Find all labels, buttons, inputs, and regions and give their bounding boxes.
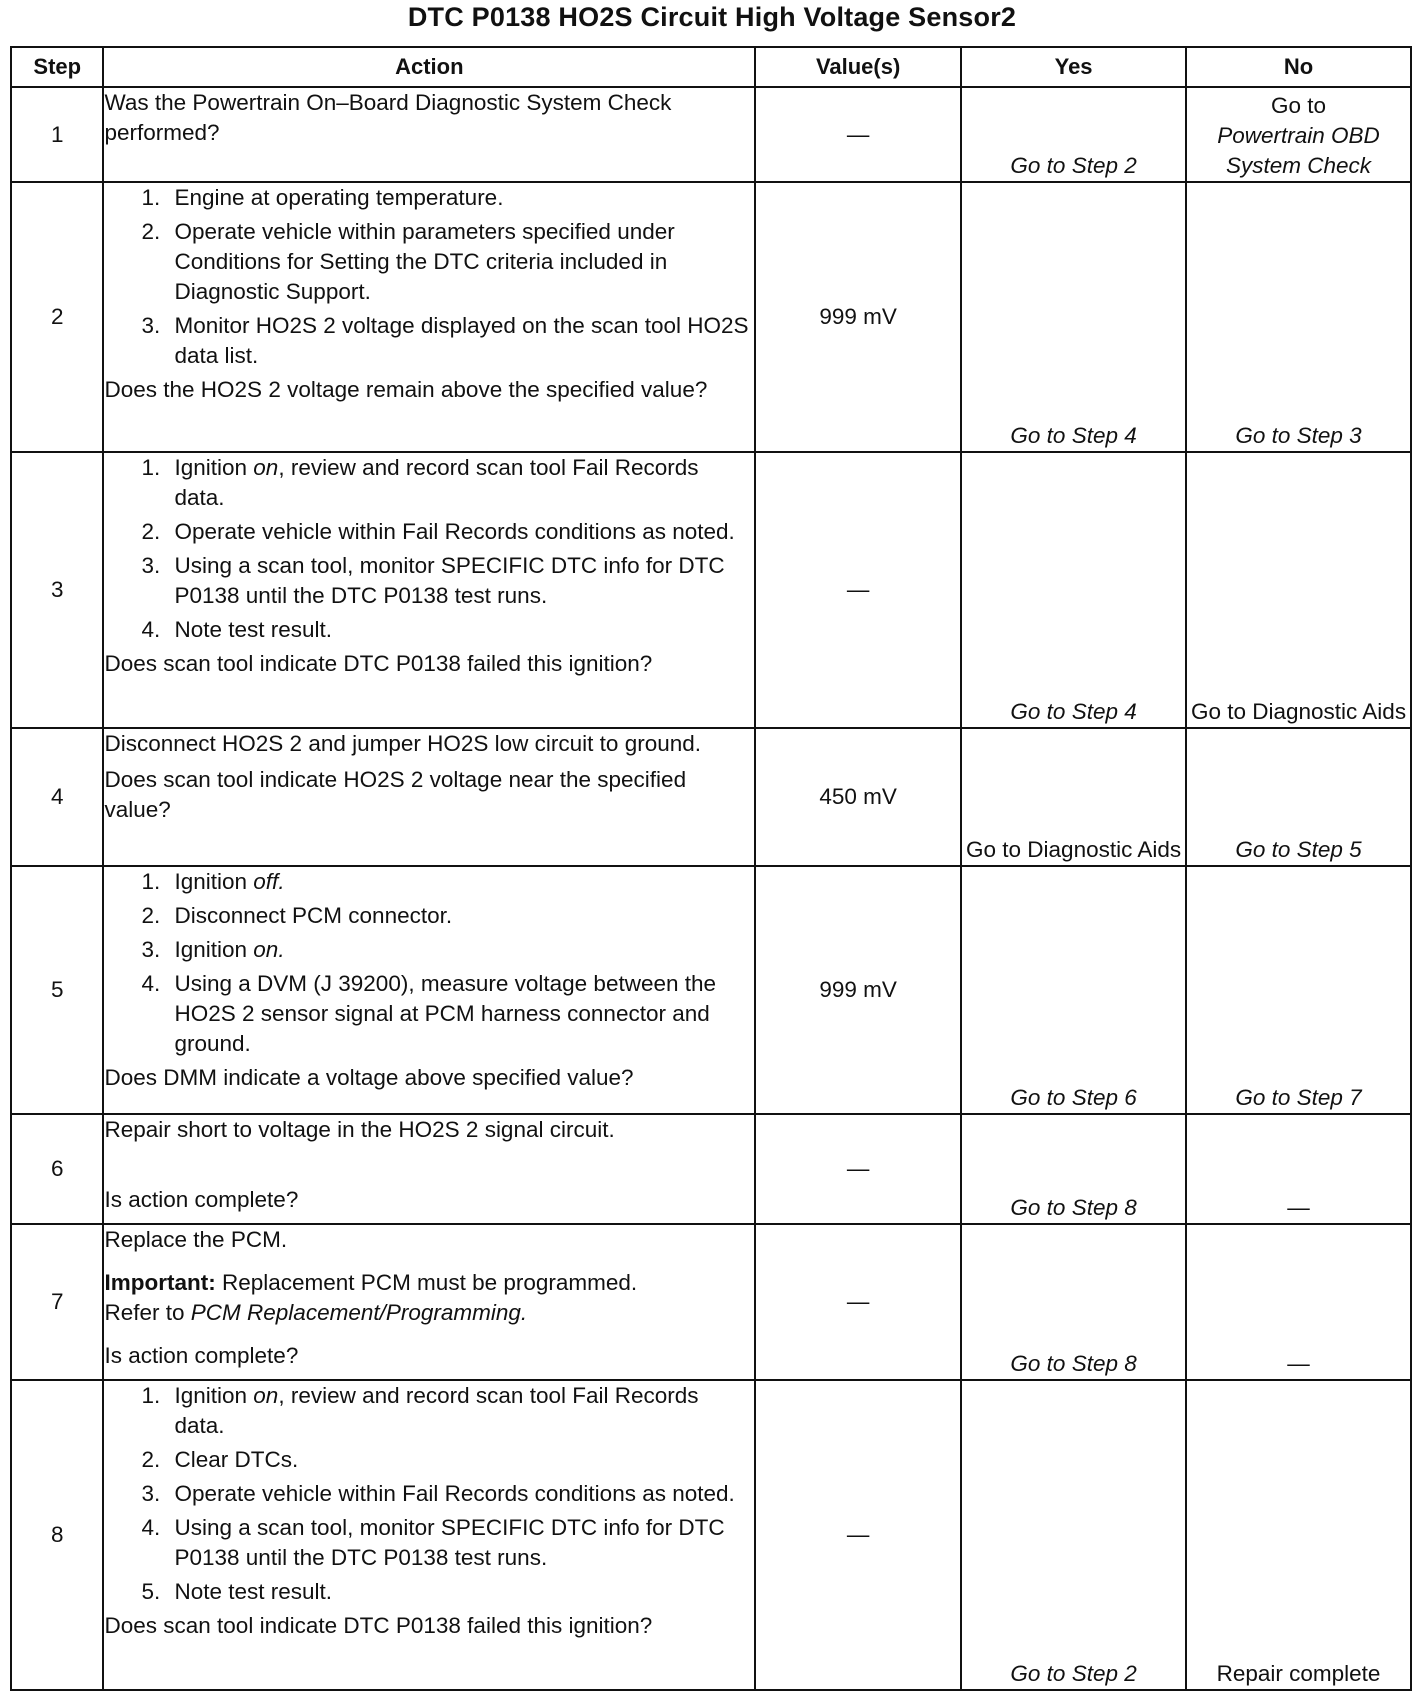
- action-question: Does DMM indicate a voltage above specified value?: [104, 1065, 634, 1090]
- action-step: [166, 453, 754, 513]
- text-span: , review and record scan tool Fail Records data.: [174, 1383, 699, 1438]
- action-step: 3. Monitor HO2S 2 voltage displayed on the scan tool HO2S data list.: [166, 311, 754, 371]
- table-row: [11, 1114, 1411, 1224]
- action-question: Was the Powertrain On–Board Diagnostic System Check performed?: [104, 90, 672, 145]
- text-span: Ignition: [174, 1383, 254, 1408]
- no-link[interactable]: Go to Step 3: [1186, 182, 1411, 452]
- diagnostic-table: [10, 46, 1412, 1691]
- action-step: [166, 935, 754, 965]
- action-steps: [104, 867, 754, 1059]
- important-text: Replacement PCM must be programmed.: [215, 1270, 638, 1295]
- step-number: 6: [11, 1114, 103, 1224]
- action-steps: [104, 1381, 754, 1607]
- no-link[interactable]: Go to Diagnostic Aids: [1186, 452, 1411, 728]
- header-no: No: [1186, 47, 1411, 87]
- action-step: 2. Operate vehicle within Fail Records conditions as noted.: [166, 517, 754, 547]
- yes-link[interactable]: Go to Step 2: [961, 87, 1186, 182]
- no-link[interactable]: Powertrain OBD System Check: [1217, 123, 1380, 178]
- no-cell: —: [1186, 1224, 1411, 1380]
- step-number: 7: [11, 1224, 103, 1380]
- action-cell: [103, 1380, 755, 1690]
- emphasis: on: [253, 455, 279, 480]
- action-question: Does scan tool indicate DTC P0138 failed this ignition?: [104, 1613, 653, 1638]
- value-cell: 999 mV: [755, 866, 961, 1114]
- action-step: [166, 1381, 754, 1441]
- action-cell: [103, 182, 755, 452]
- table-row: [11, 452, 1411, 728]
- value-cell: —: [755, 452, 961, 728]
- header-value: Value(s): [755, 47, 961, 87]
- action-step: 3. Using a scan tool, monitor SPECIFIC DTC info for DTC P0138 until the DTC P0138 test runs.: [166, 551, 754, 611]
- table-row: [11, 182, 1411, 452]
- action-question: Is action complete?: [104, 1187, 299, 1212]
- value-cell: —: [755, 87, 961, 182]
- text-span: , review and record scan tool Fail Records data.: [174, 455, 699, 510]
- action-question: Does the HO2S 2 voltage remain above the specified value?: [104, 377, 708, 402]
- important-label: Important:: [104, 1270, 216, 1295]
- step-number: 5: [11, 866, 103, 1114]
- action-cell: [103, 1224, 755, 1380]
- no-link[interactable]: Go to Step 7: [1186, 866, 1411, 1114]
- action-text: Disconnect HO2S 2 and jumper HO2S low circuit to ground.: [104, 731, 702, 756]
- action-step: 2. Operate vehicle within parameters specified under Conditions for Setting the DTC criteria included in Diagnostic Support.: [166, 217, 754, 307]
- emphasis: on: [253, 1383, 279, 1408]
- action-step: 2. Clear DTCs.: [166, 1445, 754, 1475]
- action-content: [104, 1225, 754, 1371]
- action-steps: [104, 453, 754, 645]
- action-cell: [103, 728, 755, 866]
- action-cell: [103, 452, 755, 728]
- value-cell: —: [755, 1114, 961, 1224]
- action-step: 5. Note test result.: [166, 1577, 754, 1607]
- yes-link[interactable]: Go to Step 8: [961, 1114, 1186, 1224]
- yes-link[interactable]: Go to Step 4: [961, 452, 1186, 728]
- table-row: [11, 728, 1411, 866]
- yes-link[interactable]: Go to Step 6: [961, 866, 1186, 1114]
- step-number: 8: [11, 1380, 103, 1690]
- action-question: Does scan tool indicate DTC P0138 failed this ignition?: [104, 651, 653, 676]
- action-question: Does scan tool indicate HO2S 2 voltage near the specified value?: [104, 767, 687, 822]
- table-row: [11, 87, 1411, 182]
- page-title: DTC P0138 HO2S Circuit High Voltage Sensor2: [407, 2, 1017, 32]
- step-number: 2: [11, 182, 103, 452]
- header-yes: Yes: [961, 47, 1186, 87]
- header-action: Action: [103, 47, 755, 87]
- action-cell: [103, 1114, 755, 1224]
- value-cell: —: [755, 1380, 961, 1690]
- table-row: [11, 1380, 1411, 1690]
- value-cell: 999 mV: [755, 182, 961, 452]
- important-note: [104, 1268, 754, 1328]
- step-number: 4: [11, 728, 103, 866]
- action-content: [104, 1115, 754, 1215]
- emphasis: on.: [253, 937, 285, 962]
- step-number: 3: [11, 452, 103, 728]
- action-step: 3. Operate vehicle within Fail Records conditions as noted.: [166, 1479, 754, 1509]
- action-step: [166, 867, 754, 897]
- action-step: 4. Note test result.: [166, 615, 754, 645]
- table-header-row: [11, 47, 1411, 87]
- action-cell: [103, 866, 755, 1114]
- action-cell: [103, 87, 755, 182]
- text-span: Ignition: [174, 937, 254, 962]
- action-steps: [104, 183, 754, 371]
- table-row: [11, 1224, 1411, 1380]
- text-span: Ignition: [174, 455, 254, 480]
- action-question: Is action complete?: [104, 1343, 299, 1368]
- no-cell: [1186, 87, 1411, 182]
- yes-link[interactable]: Go to Step 4: [961, 182, 1186, 452]
- step-number: 1: [11, 87, 103, 182]
- emphasis: off.: [253, 869, 285, 894]
- action-text: Repair short to voltage in the HO2S 2 signal circuit.: [104, 1117, 615, 1142]
- action-step: 1. Engine at operating temperature.: [166, 183, 754, 213]
- action-text: Replace the PCM.: [104, 1227, 288, 1252]
- no-link[interactable]: Go to Step 5: [1186, 728, 1411, 866]
- action-step: 4. Using a scan tool, monitor SPECIFIC DTC info for DTC P0138 until the DTC P0138 test runs.: [166, 1513, 754, 1573]
- action-step: 4. Using a DVM (J 39200), measure voltage between the HO2S 2 sensor signal at PCM harness connector and ground.: [166, 969, 754, 1059]
- yes-link[interactable]: Go to Step 2: [961, 1380, 1186, 1690]
- refer-link[interactable]: PCM Replacement/Programming.: [190, 1300, 528, 1325]
- no-cell: Repair complete: [1186, 1380, 1411, 1690]
- value-cell: —: [755, 1224, 961, 1380]
- header-step: Step: [11, 47, 103, 87]
- refer-text: Refer to: [104, 1300, 191, 1325]
- yes-link[interactable]: Go to Step 8: [961, 1224, 1186, 1380]
- value-cell: 450 mV: [755, 728, 961, 866]
- no-prefix: Go to: [1271, 93, 1327, 118]
- text-span: Ignition: [174, 869, 254, 894]
- table-row: [11, 866, 1411, 1114]
- yes-link[interactable]: Go to Diagnostic Aids: [961, 728, 1186, 866]
- action-step: 2. Disconnect PCM connector.: [166, 901, 754, 931]
- no-cell: —: [1186, 1114, 1411, 1224]
